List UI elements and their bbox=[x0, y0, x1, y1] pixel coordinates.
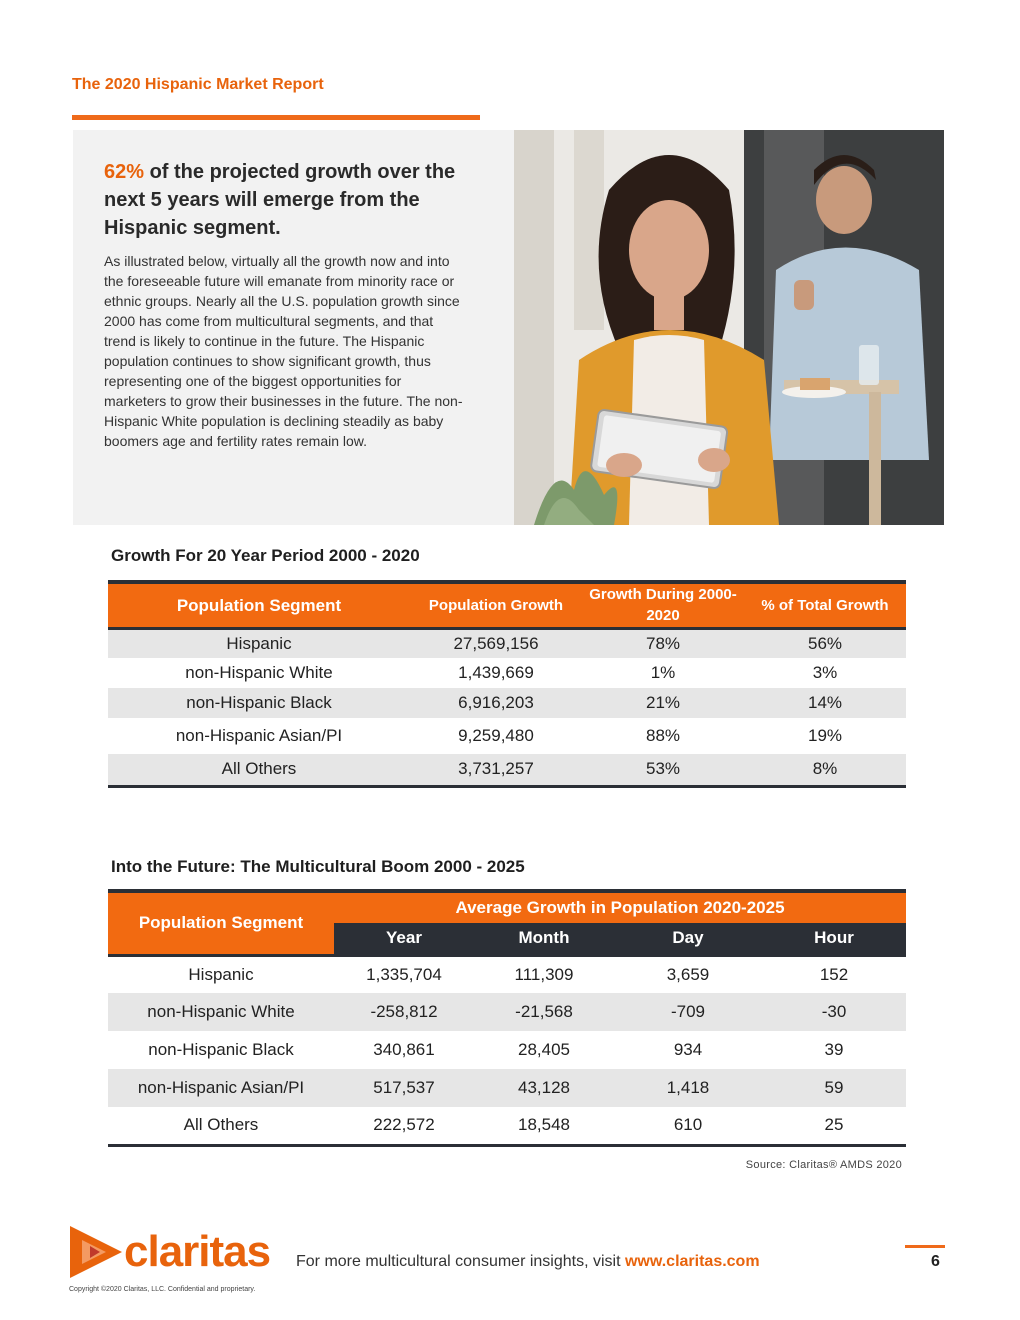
footer-cta bbox=[296, 1253, 760, 1271]
table2-title: Into the Future: The Multicultural Boom 2000 - 2025 bbox=[111, 857, 525, 876]
t1-cell: 14% bbox=[744, 688, 906, 718]
t1-cell: 19% bbox=[807, 726, 843, 745]
title-rule bbox=[72, 115, 480, 120]
t2-cell: All Others bbox=[183, 1115, 259, 1135]
table-row bbox=[108, 955, 906, 993]
t2-cell: 222,572 bbox=[373, 1115, 435, 1135]
t1-cell: 88% bbox=[645, 726, 681, 745]
t2-header-segment: Population Segment bbox=[108, 891, 334, 955]
t1-header-pct-total: % of Total Growth bbox=[744, 582, 906, 628]
t1-cell: non-Hispanic White bbox=[185, 663, 333, 682]
growth-2000-2020-table bbox=[108, 580, 906, 788]
t2-cell: 610 bbox=[673, 1115, 703, 1135]
t1-cell: 27,569,156 bbox=[410, 628, 582, 658]
t2-cell: 152 bbox=[819, 964, 849, 984]
t1-cell: 1% bbox=[650, 663, 676, 682]
t1-cell: 53% bbox=[582, 754, 744, 786]
table-row bbox=[108, 688, 906, 718]
claritas-logo-text: claritas bbox=[124, 1227, 271, 1276]
copyright: Copyright ©2020 Claritas, LLC. Confidential and proprietary. bbox=[69, 1286, 256, 1293]
t2-cell: -30 bbox=[762, 993, 906, 1031]
table-row bbox=[108, 1031, 906, 1069]
t2-header-hour: Hour bbox=[762, 923, 906, 955]
page-number-rule bbox=[905, 1245, 945, 1248]
table-row bbox=[108, 1069, 906, 1107]
t2-cell: 25 bbox=[824, 1115, 844, 1135]
headline bbox=[104, 158, 474, 242]
t1-cell: 6,916,203 bbox=[410, 688, 582, 718]
t2-header-day: Day bbox=[614, 923, 762, 955]
cta-text: For more multicultural consumer insights, visit bbox=[296, 1253, 625, 1270]
t2-cell: 59 bbox=[762, 1069, 906, 1107]
table-row bbox=[108, 1107, 906, 1145]
t2-cell: 39 bbox=[824, 1040, 844, 1059]
table-row bbox=[108, 754, 906, 786]
table-row bbox=[108, 658, 906, 688]
headline-accent: 62% bbox=[104, 161, 145, 183]
t2-cell: 111,309 bbox=[514, 964, 574, 984]
t1-cell: 9,259,480 bbox=[458, 726, 534, 745]
t1-cell: non-Hispanic Black bbox=[108, 688, 410, 718]
t1-cell: 56% bbox=[744, 628, 906, 658]
t1-cell: 3% bbox=[812, 663, 838, 682]
t2-cell: -21,568 bbox=[474, 993, 614, 1031]
table-row bbox=[108, 628, 906, 658]
t2-header-month: Month bbox=[474, 923, 614, 955]
t2-cell: 1,335,704 bbox=[366, 964, 442, 984]
t2-cell: non-Hispanic Black bbox=[148, 1040, 294, 1059]
t2-cell: 18,548 bbox=[518, 1115, 570, 1135]
claritas-logo-icon bbox=[70, 1226, 122, 1278]
t2-cell: 3,659 bbox=[666, 964, 710, 984]
t1-cell: Hispanic bbox=[108, 628, 410, 658]
report-title: The 2020 Hispanic Market Report bbox=[72, 76, 324, 93]
claritas-link[interactable]: www.claritas.com bbox=[624, 1253, 760, 1270]
table-row bbox=[108, 718, 906, 754]
t2-cell: Hispanic bbox=[188, 964, 254, 984]
t2-cell: 934 bbox=[673, 1040, 703, 1059]
t1-header-population-growth: Population Growth bbox=[410, 582, 582, 628]
t2-cell: -258,812 bbox=[334, 993, 474, 1031]
t2-cell: -709 bbox=[614, 993, 762, 1031]
table1-title: Growth For 20 Year Period 2000 - 2020 bbox=[111, 546, 420, 565]
table-row bbox=[108, 993, 906, 1031]
t2-cell: 28,405 bbox=[518, 1040, 570, 1059]
t1-cell: 3,731,257 bbox=[410, 754, 582, 786]
t1-cell: 1,439,669 bbox=[458, 663, 534, 682]
t2-cell: 43,128 bbox=[474, 1069, 614, 1107]
t1-cell: non-Hispanic Asian/PI bbox=[175, 726, 343, 745]
t2-header-average-growth: Average Growth in Population 2020-2025 bbox=[334, 891, 906, 923]
source-note: Source: Claritas® AMDS 2020 bbox=[745, 1159, 902, 1171]
headline-text: of the projected growth over the next 5 years will emerge from the Hispanic segment. bbox=[104, 161, 456, 239]
t2-header-year: Year bbox=[334, 923, 474, 955]
t2-cell: non-Hispanic White bbox=[108, 993, 334, 1031]
t2-cell: 517,537 bbox=[334, 1069, 474, 1107]
t2-cell: 340,861 bbox=[373, 1040, 435, 1059]
t1-cell: All Others bbox=[108, 754, 410, 786]
cafe-photo-illustration bbox=[514, 130, 944, 525]
intro-box bbox=[73, 130, 514, 525]
t2-cell: 1,418 bbox=[614, 1069, 762, 1107]
multicultural-boom-table bbox=[108, 889, 906, 1147]
page-number: 6 bbox=[931, 1253, 940, 1270]
t2-cell: non-Hispanic Asian/PI bbox=[108, 1069, 334, 1107]
t1-cell: 21% bbox=[582, 688, 744, 718]
intro-body: As illustrated below, virtually all the growth now and into the foreseeable future will emanate from minority race or ethnic groups. Nearly all the U.S. population growth since 2000 has come from multicultural segments, and that trend is likely to continue in the future. The Hispanic population continues to show significant growth, thus representing one of the biggest opportunities for marketers to grow their businesses in the future. The non-Hispanic White population is declining steadily as baby boomers age and fertility rates remain low. bbox=[104, 253, 463, 449]
cafe-photo bbox=[514, 130, 944, 525]
t1-header-growth-during: Growth During 2000-2020 bbox=[582, 582, 744, 628]
t1-header-segment: Population Segment bbox=[108, 582, 410, 628]
t1-cell: 78% bbox=[582, 628, 744, 658]
t1-cell: 8% bbox=[744, 754, 906, 786]
